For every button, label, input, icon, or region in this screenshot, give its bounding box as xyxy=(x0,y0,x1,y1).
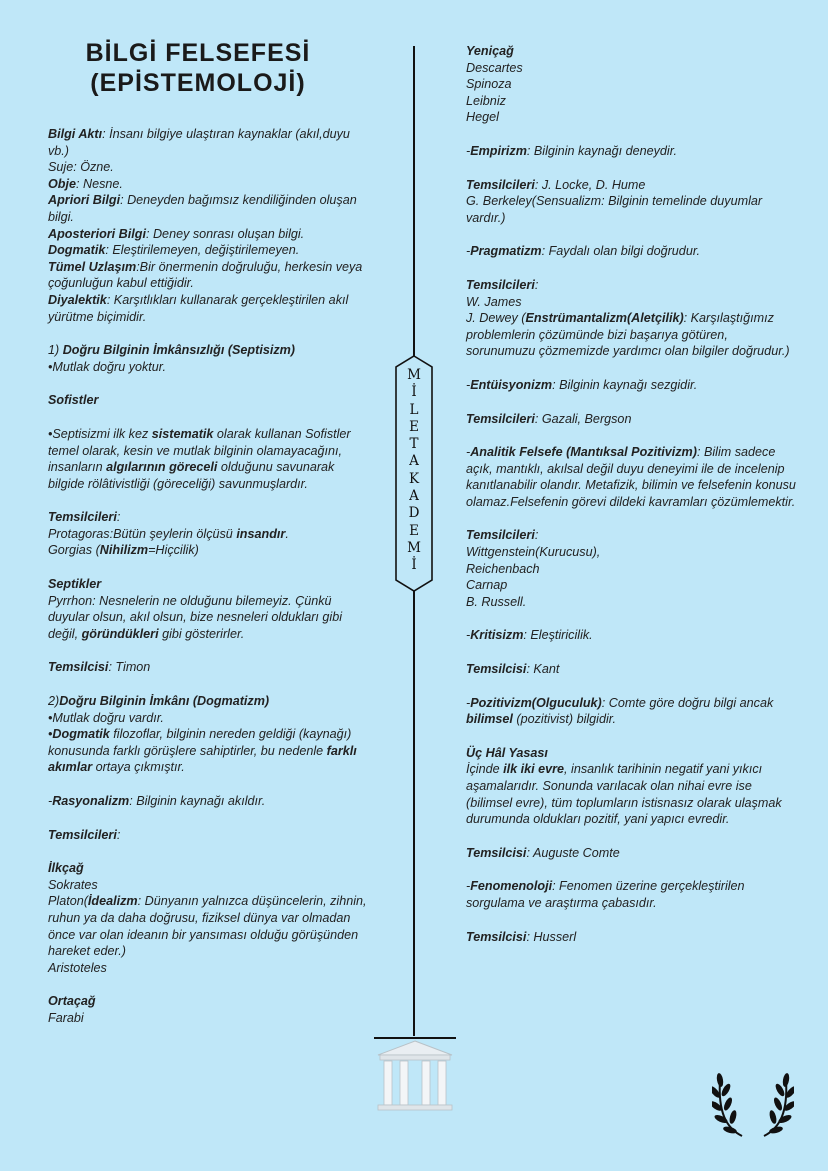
heading-temsilcileri-rasyonalizm: Temsilcileri: xyxy=(48,827,121,842)
gorgias-line: Gorgias (Nihilizm=Hiçcilik) xyxy=(48,543,199,558)
brand-letter: K xyxy=(408,470,420,487)
definition-obje: Obje: Nesne. xyxy=(48,176,123,191)
septisizm-point: •Mutlak doğru yoktur. xyxy=(48,359,167,374)
temsilcisi-husserl: Temsilcisi: Husserl xyxy=(466,929,577,944)
leibniz: Leibniz xyxy=(466,93,506,108)
berkeley-line: G. Berkeley(Sensualizm: Bilginin temelinde duyumlar vardır.) xyxy=(466,194,763,225)
definition-dogmatik: Dogmatik: Eleştirilemeyen, değiştirilemeyen. xyxy=(48,243,300,258)
heading-yenicag: Yeniçağ xyxy=(466,44,514,58)
definition-apriori: Apriori Bilgi: Deneyden bağımsız kendiliğinden oluşan bilgi. xyxy=(48,193,357,224)
brand-letter: E xyxy=(409,418,419,435)
definition-diyalektik: Diyalektik: Karşıtlıkları kullanarak gerçekleştirilen akıl yürütme biçimidir. xyxy=(48,292,349,324)
heading-temsilcileri-pragmatizm: Temsilcileri: xyxy=(466,277,539,292)
descartes: Descartes xyxy=(466,60,523,75)
page-title xyxy=(48,38,348,98)
brand-letters xyxy=(395,367,433,575)
heading-temsilcileri-analitik: Temsilcileri: xyxy=(466,528,539,543)
heading-temsilcileri-sofist: Temsilcileri: xyxy=(48,510,121,525)
empirizm-line: -Empirizm: Bilginin kaynağı deneydir. xyxy=(466,143,677,158)
temsilcisi-comte: Temsilcisi: Auguste Comte xyxy=(466,845,620,860)
temsilcisi-timon: Temsilcisi: Timon xyxy=(48,660,151,675)
brand-letter: A xyxy=(409,453,419,470)
heading-septikler: Septikler xyxy=(48,577,102,592)
brand-banner xyxy=(395,355,433,592)
definition-aposteriori: Aposteriori Bilgi: Deney sonrası oluşan bilgi. xyxy=(48,226,305,241)
brand-letter: A xyxy=(409,488,419,505)
dogmatizm-point-2: •Dogmatik filozoflar, bilginin nereden geldiği (kaynağı) konusunda farklı görüşlere sahiptirler, bu nedenle farklı akımlar ortaya çıkmıştır. xyxy=(48,727,357,775)
definition-tumel-uzlasim: Tümel Uzlaşım:Bir önermenin doğruluğu, herkesin veya çoğunluğun kabul ettiğidir. xyxy=(48,259,363,291)
carnap: Carnap xyxy=(466,578,508,593)
dewey-paragraph: J. Dewey (Enstrümantalizm(Aletçilik): Karşılaştığımız problemlerin çözümünde bizi başarıya götüren, sorunumuzu çözmemizde yardımcı olan bilgiler doğrudur.) xyxy=(466,311,790,359)
wittgenstein: Wittgenstein(Kurucusu), xyxy=(466,545,601,560)
brand-letter: D xyxy=(408,505,420,522)
section-dogmatizm-heading: 2)Doğru Bilginin İmkânı (Dogmatizm) xyxy=(48,694,270,709)
uc-hal-paragraph: İçinde ilk iki evre, insanlık tarihinin negatif yani yıkıcı aşamalarıdır. Sonunda varılacak olan nihai evre ise (bilimsel evre), tüm toplumların istisnasız olarak ulaşmak durumunda oldukları pozitif, yani yapıcı evredir. xyxy=(466,762,782,827)
kritisizm-line: -Kritisizm: Eleştiricilik. xyxy=(466,628,593,643)
platon-paragraph: Platon(İdealizm: Dünyanın yalnızca düşüncelerin, zihnin, ruhun ya da daha doğrusu, fiziksel dünya var olmadan önce var olan ideanın bir yansıması olduğu görüşünden hareket eder.) xyxy=(48,894,367,959)
temsilcisi-kant: Temsilcisi: Kant xyxy=(466,662,560,677)
russell: B. Russell. xyxy=(466,594,527,609)
dogmatizm-point-1: •Mutlak doğru vardır. xyxy=(48,710,164,725)
spinoza: Spinoza xyxy=(466,77,512,92)
pragmatizm-line: -Pragmatizm: Faydalı olan bilgi doğrudur. xyxy=(466,244,701,259)
definition-suje: Suje: Özne. xyxy=(48,160,114,175)
temsilcileri-empirizm: Temsilcileri: J. Locke, D. Hume xyxy=(466,177,646,192)
protagoras-line: Protagoras:Bütün şeylerin ölçüsü insandır. xyxy=(48,526,289,541)
sokrates: Sokrates xyxy=(48,877,98,892)
temsilcileri-entuisyonizm: Temsilcileri: Gazali, Bergson xyxy=(466,411,632,426)
brand-letter: T xyxy=(409,436,419,453)
section-septisizm-heading: 1) Doğru Bilginin İmkânsızlığı (Septisizm) xyxy=(48,343,296,358)
heading-ortacag: Ortaçağ xyxy=(48,994,96,1009)
title-line-1: BİLGİ FELSEFESİ xyxy=(85,39,311,67)
left-column xyxy=(48,126,368,1027)
farabi: Farabi xyxy=(48,1010,84,1025)
brand-letter: İ xyxy=(411,557,417,574)
reichenbach: Reichenbach xyxy=(466,561,540,576)
hegel: Hegel xyxy=(466,110,499,125)
heading-uc-hal-yasasi: Üç Hâl Yasası xyxy=(466,745,548,760)
brand-letter: M xyxy=(407,539,421,556)
heading-sofistler: Sofistler xyxy=(48,393,99,408)
definition-bilgi-akti: Bilgi Aktı: İnsanı bilgiye ulaştıran kaynaklar (akıl,duyu vb.) xyxy=(48,127,350,158)
entuisyonizm-line: -Entüisyonizm: Bilginin kaynağı sezgidir. xyxy=(466,377,698,392)
temple-icon xyxy=(372,1030,458,1112)
fenomenoloji-paragraph: -Fenomenoloji: Fenomen üzerine gerçekleştirilen sorgulama ve araştırma çabasıdır. xyxy=(466,879,745,910)
heading-ilkcag: İlkçağ xyxy=(48,861,84,876)
laurel-wreath-icon xyxy=(712,1072,794,1140)
sofistler-paragraph: •Septisizmi ilk kez sistematik olarak kullanan Sofistler temel olarak, kesin ve mutlak bilginin olamayacağını, insanların algılarının göreceli olduğunu savunarak bilgide rölâtivistliği (göreceliği) savunmuşlardır. xyxy=(48,426,351,491)
title-line-2: (EPİSTEMOLOJİ) xyxy=(90,69,306,97)
rasyonalizm-line: -Rasyonalizm: Bilginin kaynağı akıldır. xyxy=(48,794,266,808)
james: W. James xyxy=(466,294,522,309)
right-column xyxy=(466,43,796,945)
brand-letter: İ xyxy=(411,384,417,401)
analitik-felsefe-paragraph: -Analitik Felsefe (Mantıksal Pozitivizm): Bilim sadece açık, mantıklı, akılsal değil duyu deneyimi ile de incelenip kanıtlanabilir olandır. Metafizik, bilimin ve felsefenin konusu olamaz.Felsefenin görevi dildeki kavramları çözümlemektir. xyxy=(466,445,796,509)
brand-letter: L xyxy=(409,401,419,418)
aristoteles: Aristoteles xyxy=(48,960,107,975)
brand-letter: M xyxy=(407,367,421,383)
pyrrhon-paragraph: Pyrrhon: Nesnelerin ne olduğunu bilemeyiz. Çünkü duyular olsun, akıl olsun, bize nesneleri oldukları gibi değil, göründükleri gibi gösterirler. xyxy=(48,593,343,641)
pozitivizm-paragraph: -Pozitivizm(Olguculuk): Comte göre doğru bilgi ancak bilimsel (pozitivist) bilgidir. xyxy=(466,695,774,727)
brand-letter: E xyxy=(409,522,419,539)
